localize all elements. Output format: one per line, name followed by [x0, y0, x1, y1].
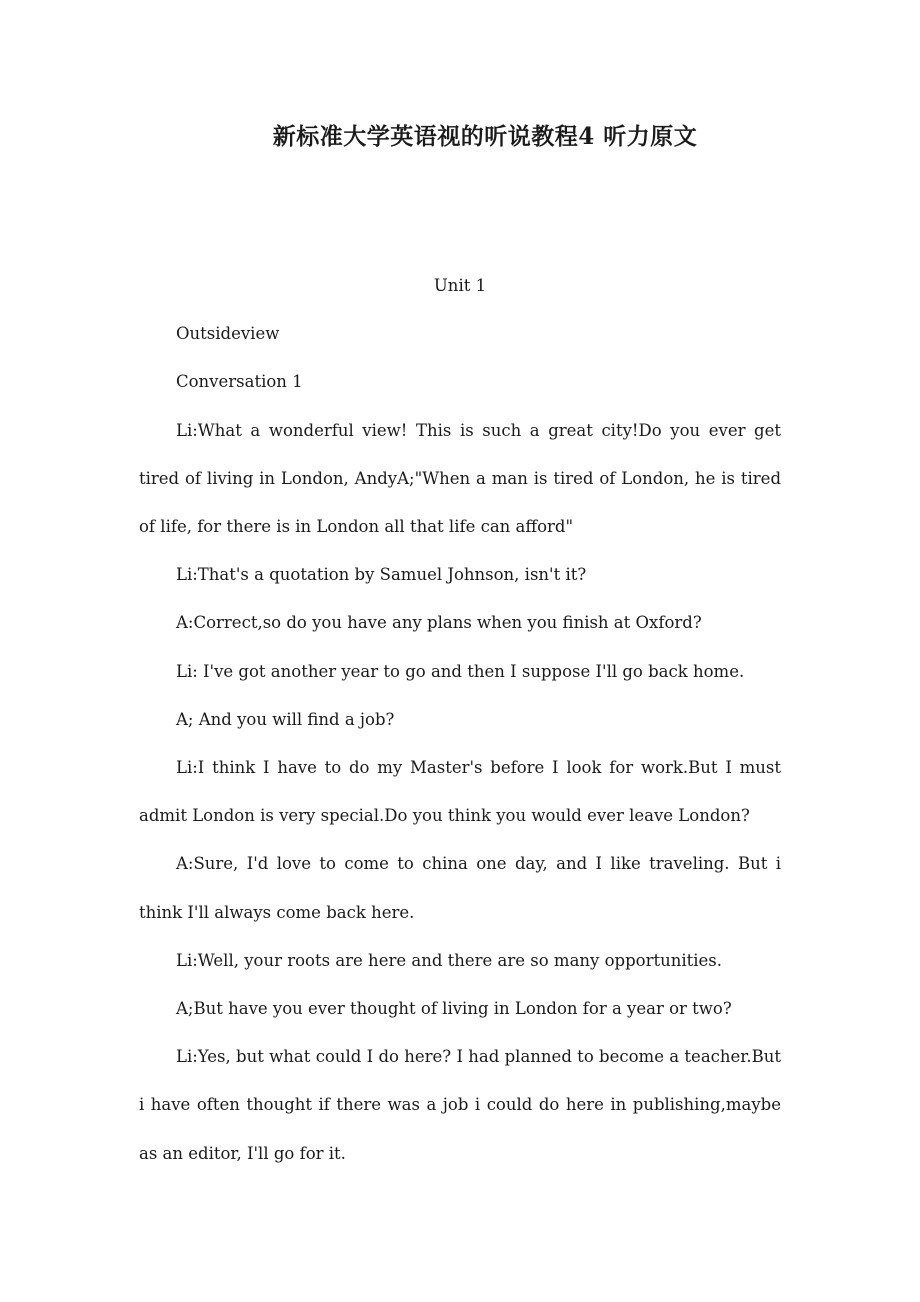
section-heading: Outsideview [176, 324, 280, 344]
unit-heading: Unit 1 [433, 276, 487, 295]
dialogue-line: A; And you will find a job? [176, 709, 395, 729]
dialogue-line: Li:Well, your roots are here and there are so many opportunities. [176, 950, 723, 970]
conversation-heading: Conversation 1 [176, 372, 303, 392]
dialogue-line: Li:Yes, but what could I do here? I had planned to become a teacher.But i have often thought if there was a job i could do here in publishing,maybe as an editor, I'll go for it. [139, 1047, 781, 1163]
document-title: 新标准大学英语视的听说教程4 听力原文 [272, 123, 698, 150]
dialogue-line: Li: I've got another year to go and then I suppose I'll go back home. [176, 661, 745, 681]
dialogue-line: A;But have you ever thought of living in London for a year or two? [176, 999, 732, 1019]
dialogue-line: Li:That's a quotation by Samuel Johnson, isn't it? [176, 565, 587, 585]
dialogue-line: A:Sure, I'd love to come to china one day, and I like traveling. But i think I'll always come back here. [139, 854, 781, 922]
dialogue-line: A:Correct,so do you have any plans when you finish at Oxford? [176, 613, 702, 633]
dialogue-line: Li:I think I have to do my Master's before I look for work.But I must admit London is very special.Do you think you would ever leave London? [139, 758, 781, 826]
document-body [139, 262, 781, 1178]
dialogue-line: Li:What a wonderful view! This is such a great city!Do you ever get tired of living in London, AndyA;"When a man is tired of London, he is tired of life, for there is in London all that life can afford" [139, 420, 781, 537]
